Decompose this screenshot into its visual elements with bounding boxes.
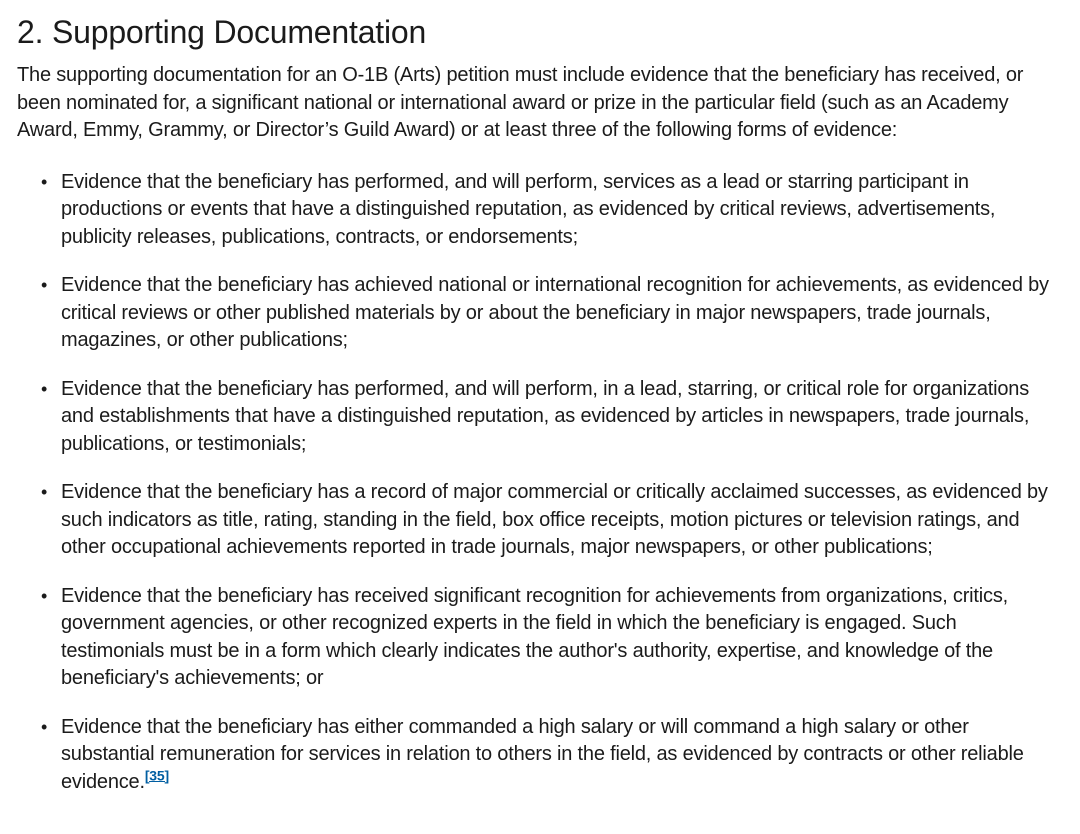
footnote-link[interactable]: [35] — [144, 766, 169, 783]
bullet-icon: • — [41, 378, 48, 399]
intro-paragraph: The supporting documentation for an O-1B (Arts) petition must include evidence that the beneficiary has received, or been nominated for, a significant national or international award or prize in the particular field (such as an Academy Award, Emmy, Grammy, or Director’s Guild Award) or at least three of the following forms of evidence: — [17, 64, 1024, 141]
list-item-text: Evidence that the beneficiary has performed, and will perform, services as a lead or starring participant in productions or events that have a distinguished reputation, as evidenced by critical reviews, advertisements, publicity releases, publications, contracts, or endorsements; — [61, 170, 996, 248]
list-item-text: Evidence that the beneficiary has performed, and will perform, in a lead, starring, or critical role for organizations and establishments that have a distinguished reputation, as evidenced by articles in newspapers, trade journals, publications, or testimonials; — [61, 377, 1030, 455]
list-item-text: Evidence that the beneficiary has received significant recognition for achievements from organizations, critics, government agencies, or other recognized experts in the field in which the beneficiary is engaged. Such testimonials must be in a form which clearly indicates the author's authority, expertise, and knowledge of the beneficiary's achievements; or — [61, 584, 1008, 689]
list-item — [41, 479, 1058, 562]
list-item — [41, 272, 1058, 355]
bullet-icon: • — [41, 171, 48, 192]
list-item — [41, 376, 1058, 459]
section-heading: 2. Supporting Documentation — [17, 14, 427, 50]
bullet-icon: • — [41, 275, 48, 295]
list-item — [41, 714, 1058, 797]
list-item-text: Evidence that the beneficiary has a record of major commercial or critically acclaimed successes, as evidenced by such indicators as title, rating, standing in the field, box office receipts, motion pictures or television ratings, and other occupational achievements reported in trade journals, major newspapers, or other publications; — [61, 481, 1048, 558]
list-item — [41, 169, 1058, 252]
list-item-text: Evidence that the beneficiary has either commanded a high salary or will command a high salary or other substantial remuneration for services in relation to others in the field, as evidenced by contracts or other reliable evidence. — [61, 715, 1024, 793]
evidence-list — [17, 169, 1058, 797]
bullet-icon: • — [41, 716, 48, 737]
bullet-icon: • — [41, 585, 48, 606]
bullet-icon: • — [41, 482, 48, 502]
list-item — [41, 583, 1058, 693]
list-item-text: Evidence that the beneficiary has achieved national or international recognition for achievements, as evidenced by critical reviews or other published materials by or about the beneficiary in major newspapers, trade journals, magazines, or other publications; — [61, 274, 1049, 351]
